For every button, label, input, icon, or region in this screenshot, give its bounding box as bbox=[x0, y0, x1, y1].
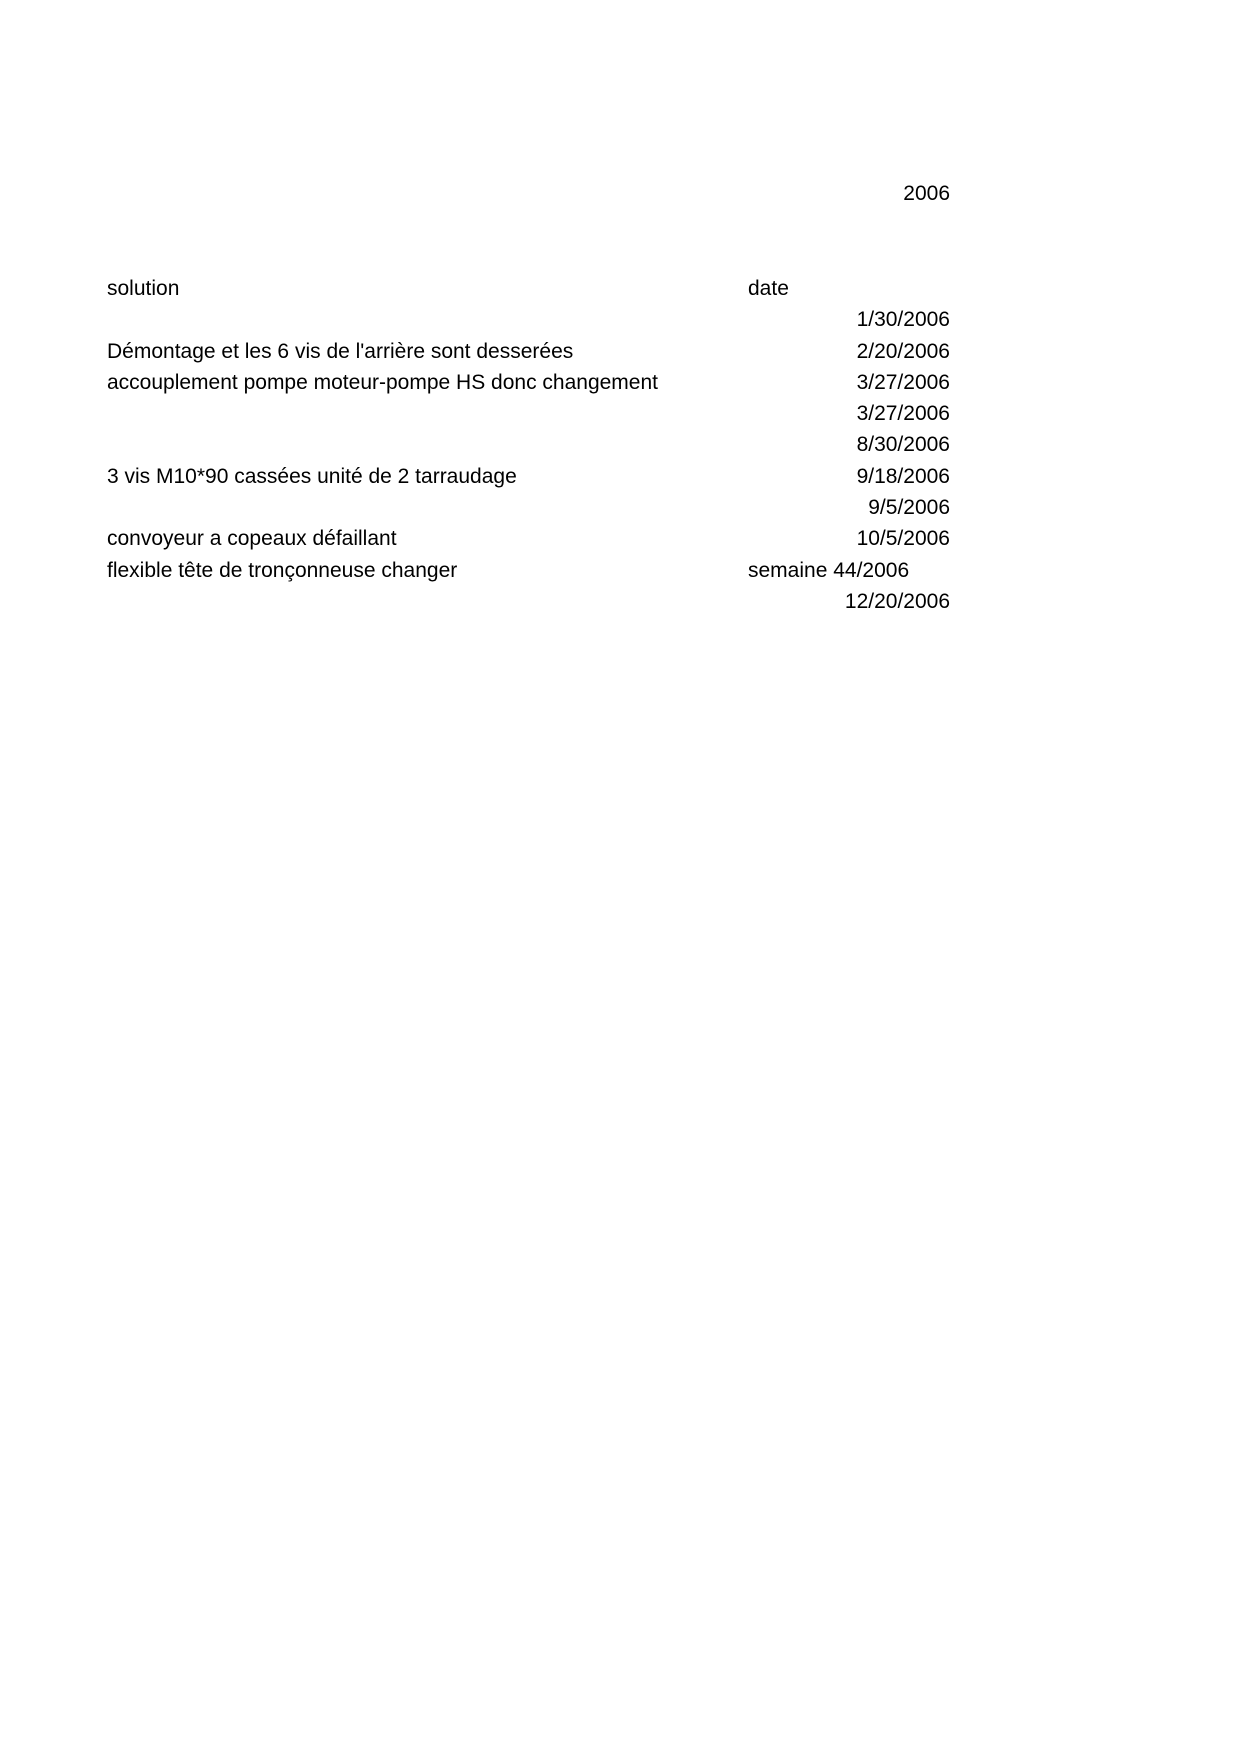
table-row bbox=[107, 555, 950, 586]
table-row bbox=[107, 586, 950, 617]
solution-cell bbox=[107, 429, 748, 460]
solution-cell bbox=[107, 586, 748, 617]
date-cell: 3/27/2006 bbox=[856, 402, 950, 426]
solution-cell bbox=[107, 398, 748, 429]
solution-cell bbox=[107, 492, 748, 523]
date-cell: semaine 44/2006 bbox=[748, 558, 910, 582]
date-cell: 9/5/2006 bbox=[868, 496, 950, 520]
year-cell: 2006 bbox=[903, 182, 950, 205]
solution-cell: Démontage et les 6 vis de l'arrière sont desserées bbox=[107, 339, 574, 363]
solution-cell: accouplement pompe moteur-pompe HS donc changement bbox=[107, 370, 658, 394]
solution-date-table bbox=[107, 273, 950, 617]
table-row bbox=[107, 523, 950, 554]
date-cell: 2/20/2006 bbox=[856, 339, 950, 363]
date-cell: 9/18/2006 bbox=[856, 464, 950, 488]
solution-cell bbox=[107, 304, 748, 335]
table-row bbox=[107, 492, 950, 523]
date-cell: 12/20/2006 bbox=[844, 589, 950, 613]
solution-cell: 3 vis M10*90 cassées unité de 2 tarraudage bbox=[107, 464, 517, 488]
table-row bbox=[107, 336, 950, 367]
solution-cell: convoyeur a copeaux défaillant bbox=[107, 527, 397, 551]
table-row bbox=[107, 398, 950, 429]
date-cell: 3/27/2006 bbox=[856, 370, 950, 394]
table-row bbox=[107, 304, 950, 335]
header-row bbox=[107, 273, 950, 304]
date-cell: 10/5/2006 bbox=[856, 527, 950, 551]
solution-cell: flexible tête de tronçonneuse changer bbox=[107, 558, 458, 582]
table-row bbox=[107, 367, 950, 398]
solution-column-header: solution bbox=[107, 277, 180, 300]
table-row bbox=[107, 461, 950, 492]
date-column-header: date bbox=[748, 277, 789, 300]
date-cell: 8/30/2006 bbox=[856, 433, 950, 457]
table-row bbox=[107, 429, 950, 460]
date-cell: 1/30/2006 bbox=[856, 308, 950, 332]
